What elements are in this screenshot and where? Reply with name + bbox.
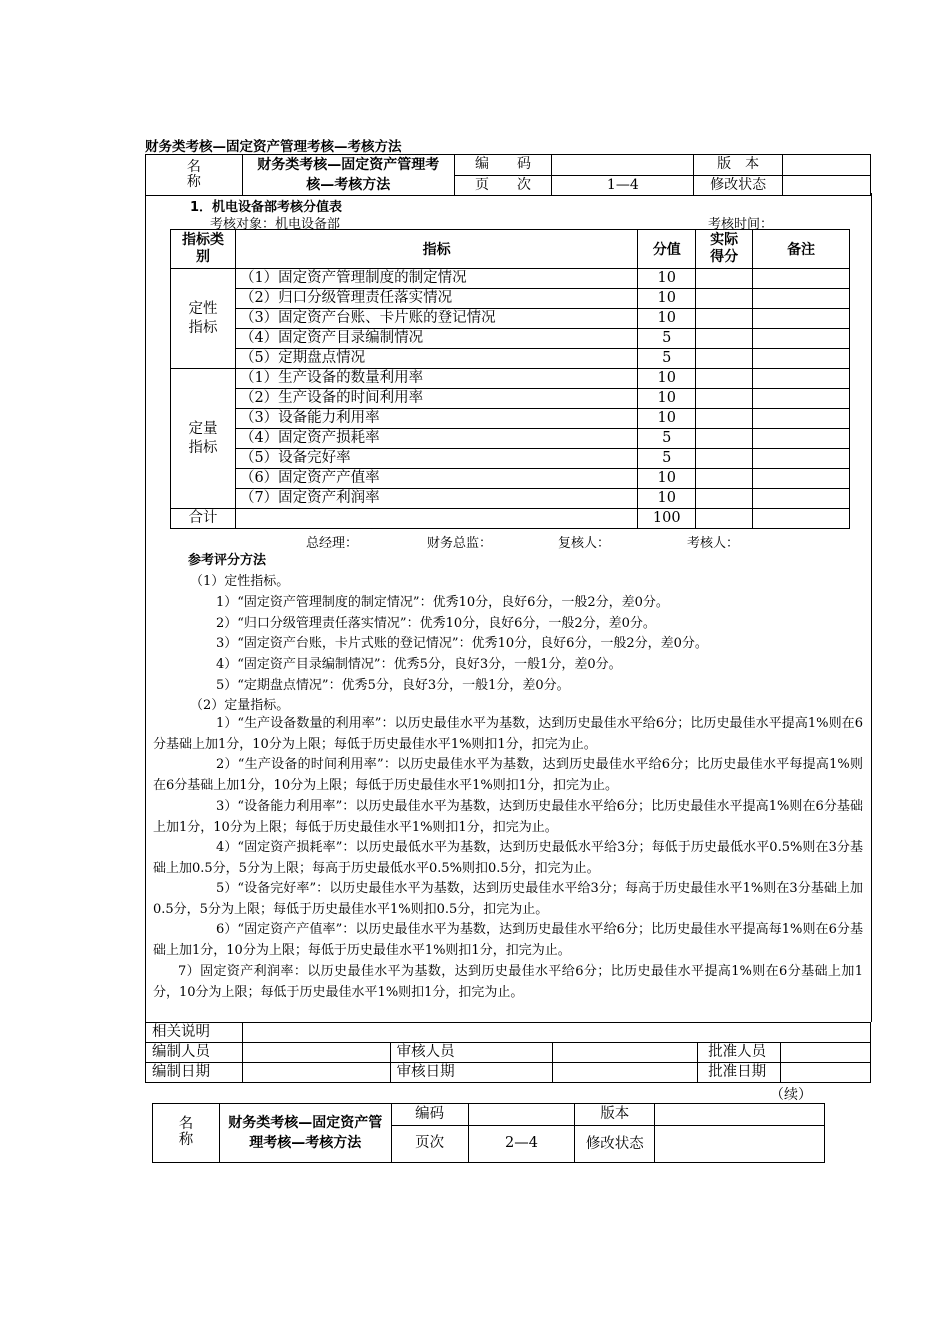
reviewer-label: 审核人员 <box>390 1043 553 1063</box>
qualitative-item: 1）“固定资产管理制度的制定情况”：优秀10分，良好6分，一般2分，差0分。 <box>216 595 669 610</box>
indicator-cell: （4）固定资产损耗率 <box>235 429 637 449</box>
approver-label: 批准人员 <box>698 1043 781 1063</box>
remarks-cell <box>753 389 850 409</box>
actual-score-cell <box>696 449 753 469</box>
actual-score-cell <box>696 269 753 289</box>
indicator-cell: （3）设备能力利用率 <box>235 409 637 429</box>
review-date-value <box>553 1063 698 1083</box>
indicator-cell: （1）生产设备的数量利用率 <box>235 369 637 389</box>
name-label-cell <box>146 155 243 196</box>
signature-cfo: 财务总监： <box>427 536 493 551</box>
qualitative-item: 4）“固定资产目录编制情况”：优秀5分，良好3分，一般1分，差0分。 <box>216 657 622 672</box>
table-row <box>171 429 850 449</box>
quantitative-item: 2）“生产设备的时间利用率”：以历史最佳水平为基数，达到历史最佳水平给6分；比历史最佳水平每提高1%则在6分基础上加1分，10分为上限；每低于历史最佳水平1%则扣1分，扣完为止。 <box>153 757 863 793</box>
indicator-cell: （5）设备完好率 <box>235 449 637 469</box>
page-value: 2—4 <box>468 1126 575 1163</box>
remarks-cell <box>753 489 850 509</box>
score-cell: 10 <box>638 409 696 429</box>
name-label-cell <box>153 1104 220 1163</box>
header-category: 指标类别 <box>171 230 236 269</box>
remarks-cell <box>753 449 850 469</box>
quantitative-item: 7）固定资产利润率：以历史最佳水平为基数，达到历史最佳水平给6分；比历史最佳水平提高1%则在6分基础上加1分，10分为上限；每低于历史最佳水平1%则扣1分，扣完为止。 <box>153 964 863 1000</box>
score-cell: 5 <box>638 329 696 349</box>
score-cell: 5 <box>638 429 696 449</box>
category-cell: 定量指标 <box>171 369 236 509</box>
quantitative-item: 1）“生产设备数量的利用率”：以历史最佳水平为基数，达到历史最佳水平给6分；比历史最佳水平提高1%则在6分基础上加1分，10分为上限；每低于历史最佳水平1%则扣1分，扣完为止。 <box>153 716 863 752</box>
score-cell: 10 <box>638 309 696 329</box>
score-cell: 10 <box>638 469 696 489</box>
actual-score-cell <box>696 329 753 349</box>
page-value: 1—4 <box>552 175 694 196</box>
name-label-line1: 名 <box>178 1116 194 1133</box>
remarks-cell <box>753 409 850 429</box>
name-value: 财务类考核—固定资产管理考核—考核方法 <box>242 155 454 196</box>
remarks-cell <box>753 369 850 389</box>
name-label-line2: 称 <box>178 1132 194 1148</box>
quantitative-title: （2）定量指标。 <box>190 698 290 713</box>
signature-assessor: 考核人： <box>687 536 740 551</box>
total-blank <box>235 509 637 529</box>
actual-score-cell <box>696 369 753 389</box>
revision-value <box>655 1126 825 1163</box>
quantitative-item: 5）“设备完好率”：以历史最佳水平为基数，达到历史最佳水平给3分；每高于历史最佳水平1%则在3分基础上加0.5分，5分为上限；每低于历史最佳水平1%则扣0.5分，扣完为止。 <box>153 881 863 917</box>
name-label-line2: 称 <box>186 174 201 190</box>
table-row <box>171 269 850 289</box>
table-row <box>171 289 850 309</box>
category-cell: 定性指标 <box>171 269 236 369</box>
indicator-cell: （3）固定资产台账、卡片账的登记情况 <box>235 309 637 329</box>
remarks-cell <box>753 329 850 349</box>
indicator-cell: （5）定期盘点情况 <box>235 349 637 369</box>
header-table-page2 <box>152 1103 825 1163</box>
editor-label: 编制人员 <box>146 1043 243 1063</box>
remarks-cell <box>753 429 850 449</box>
indicator-cell: （7）固定资产利润率 <box>235 489 637 509</box>
edit-date-value <box>242 1063 390 1083</box>
actual-score-cell <box>696 429 753 449</box>
table-row <box>171 489 850 509</box>
qualitative-item: 2）“归口分级管理责任落实情况”：优秀10分，良好6分，一般2分，差0分。 <box>216 616 656 631</box>
table-row <box>171 409 850 429</box>
score-cell: 10 <box>638 289 696 309</box>
continued-mark: （续） <box>770 1087 812 1103</box>
total-remarks <box>753 509 850 529</box>
table-row <box>171 369 850 389</box>
total-label: 合计 <box>171 509 236 529</box>
score-cell: 5 <box>638 349 696 369</box>
remarks-cell <box>753 309 850 329</box>
actual-score-cell <box>696 489 753 509</box>
version-value <box>783 155 871 176</box>
qualitative-item: 3）“固定资产台账，卡片式账的登记情况”：优秀10分，良好6分，一般2分，差0分。 <box>216 636 708 651</box>
code-value <box>552 155 694 176</box>
code-label: 编 码 <box>454 155 552 176</box>
score-cell: 10 <box>638 489 696 509</box>
footer-table <box>145 1022 871 1083</box>
header-table <box>145 154 871 196</box>
score-cell: 5 <box>638 449 696 469</box>
related-value <box>242 1023 870 1043</box>
indicator-cell: （2）归口分级管理责任落实情况 <box>235 289 637 309</box>
document-title: 财务类考核—固定资产管理考核—考核方法 <box>145 139 402 155</box>
quantitative-item: 3）“设备能力利用率”：以历史最佳水平为基数，达到历史最佳水平给6分；比历史最佳水平提高1%则在6分基础上加1分，10分为上限；每低于历史最佳水平1%则扣1分，扣完为止。 <box>153 799 863 835</box>
quantitative-item: 4）“固定资产损耗率”：以历史最低水平为基数，达到历史最低水平给3分；每低于历史最低水平0.5%则在3分基础上加0.5分，5分为上限；每高于历史最低水平0.5%则扣0.5分，扣完为止。 <box>153 840 863 876</box>
table-row <box>171 349 850 369</box>
approve-date-label: 批准日期 <box>698 1063 781 1083</box>
page-label: 页次 <box>391 1126 468 1163</box>
revision-label: 修改状态 <box>694 175 783 196</box>
actual-score-cell <box>696 289 753 309</box>
indicator-cell: （2）生产设备的时间利用率 <box>235 389 637 409</box>
table-row <box>171 329 850 349</box>
actual-score-cell <box>696 469 753 489</box>
score-cell: 10 <box>638 369 696 389</box>
table-row <box>171 389 850 409</box>
assessment-target: 考核对象：机电设备部 <box>210 217 341 232</box>
name-label-line1: 名 <box>186 158 201 175</box>
score-table <box>170 229 850 529</box>
remarks-cell <box>753 289 850 309</box>
actual-score-cell <box>696 349 753 369</box>
version-label: 版本 <box>575 1104 655 1126</box>
score-cell: 10 <box>638 389 696 409</box>
quantitative-item: 6）“固定资产产值率”：以历史最佳水平为基数，达到历史最佳水平给6分；比历史最佳水平提高每1%则在6分基础上加1分，10分为上限；每低于历史最佳水平1%则扣1分，扣完为止。 <box>153 922 863 958</box>
header-actual-score: 实际得分 <box>696 230 753 269</box>
header-score: 分值 <box>638 230 696 269</box>
remarks-cell <box>753 349 850 369</box>
table-row <box>171 449 850 469</box>
actual-score-cell <box>696 309 753 329</box>
indicator-cell: （6）固定资产产值率 <box>235 469 637 489</box>
indicator-cell: （4）固定资产目录编制情况 <box>235 329 637 349</box>
signature-reviewer: 复核人： <box>558 536 611 551</box>
actual-score-cell <box>696 389 753 409</box>
code-value <box>468 1104 575 1126</box>
score-cell: 10 <box>638 269 696 289</box>
total-actual <box>696 509 753 529</box>
related-label: 相关说明 <box>146 1023 243 1043</box>
page-label: 页 次 <box>454 175 552 196</box>
qualitative-item: 5）“定期盘点情况”：优秀5分，良好3分，一般1分，差0分。 <box>216 678 570 693</box>
review-date-label: 审核日期 <box>390 1063 553 1083</box>
signature-gm: 总经理： <box>306 536 359 551</box>
total-score: 100 <box>638 509 696 529</box>
approve-date-value <box>781 1063 871 1083</box>
reference-title: 参考评分方法 <box>188 553 267 568</box>
editor-value <box>242 1043 390 1063</box>
approver-value <box>781 1043 871 1063</box>
qualitative-title: （1）定性指标。 <box>190 574 290 589</box>
indicator-cell: （1）固定资产管理制度的制定情况 <box>235 269 637 289</box>
revision-label: 修改状态 <box>575 1126 655 1163</box>
table-row <box>171 469 850 489</box>
code-label: 编码 <box>391 1104 468 1126</box>
section-title: 1．机电设备部考核分值表 <box>190 200 343 215</box>
edit-date-label: 编制日期 <box>146 1063 243 1083</box>
name-value: 财务类考核—固定资产管理考核—考核方法 <box>219 1104 391 1163</box>
assessment-time: 考核时间： <box>708 217 774 232</box>
header-indicator: 指标 <box>235 230 637 269</box>
version-label: 版 本 <box>694 155 783 176</box>
actual-score-cell <box>696 409 753 429</box>
version-value <box>655 1104 825 1126</box>
reviewer-value <box>553 1043 698 1063</box>
table-row <box>171 309 850 329</box>
remarks-cell <box>753 269 850 289</box>
remarks-cell <box>753 469 850 489</box>
header-remarks: 备注 <box>753 230 850 269</box>
